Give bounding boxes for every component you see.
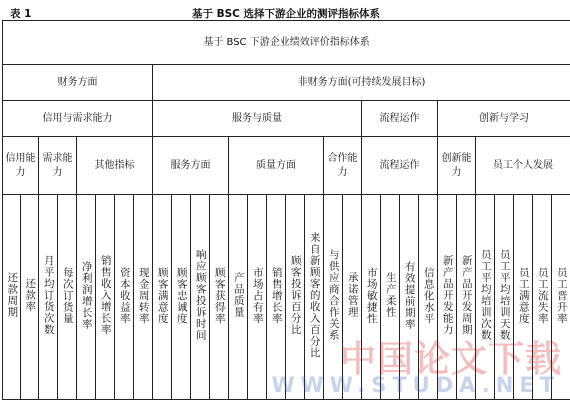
indicator-cell: 顾客投诉百分比 [286, 195, 305, 400]
watermark-main-text: 中国论文下载 [339, 339, 562, 380]
indicator-cell: 顾客满意度 [153, 195, 172, 400]
indicator-cell: 净利润增长率 [77, 195, 96, 400]
table-caption [6, 4, 566, 20]
indicator-cell: 顾客获得率 [210, 195, 229, 400]
indicator-cell: 还款率 [21, 195, 39, 400]
indicator-cell: 每次订货量 [58, 195, 77, 400]
indicator-cell: 销售增长率 [267, 195, 286, 400]
indicator-cell: 市场敏捷性 [362, 195, 381, 400]
indicator-cell: 市场占有率 [248, 195, 267, 400]
indicator-cell: 信息化水平 [419, 195, 438, 400]
indicator-cell: 员工晋升率 [552, 195, 570, 400]
header-service-quality: 服务与质量 [153, 101, 362, 137]
indicator-cell: 产品质量 [229, 195, 248, 400]
indicator-cell: 新产品开发周期 [457, 195, 476, 400]
indicator-cell: 销售收入增长率 [96, 195, 115, 400]
header-other-indicators: 其他指标 [77, 137, 153, 195]
indicator-cell: 现金周转率 [134, 195, 153, 400]
indicator-cell: 顾客忠诚度 [172, 195, 191, 400]
header-financial: 财务方面 [3, 65, 153, 101]
indicator-cell: 月平均订货次数 [39, 195, 58, 400]
indicator-cell: 员工平均培训天数 [495, 195, 514, 400]
header-process-operation: 流程运作 [362, 137, 438, 195]
header-cooperation-ability: 合作能力 [324, 137, 362, 195]
indicator-cell: 员工平均培训次数 [476, 195, 495, 400]
table-row [3, 65, 570, 101]
indicator-cell: 与供应商合作关系 [324, 195, 343, 400]
table-row [3, 101, 570, 137]
header-process: 流程运作 [362, 101, 438, 137]
indicator-cell: 员工满意度 [514, 195, 533, 400]
indicator-cell: 还款周期 [3, 195, 21, 400]
header-main: 基于 BSC 下游企业绩效评价指标体系 [3, 21, 570, 65]
indicator-cell: 生产柔性 [381, 195, 400, 400]
indicator-cell: 来自新顾客的收入百分比 [305, 195, 324, 400]
indicator-cell: 响应顾客投诉时间 [191, 195, 210, 400]
watermark-url-text: WWW.STUDA.NET [271, 373, 560, 397]
header-innovation-learning: 创新与学习 [438, 101, 570, 137]
header-quality-aspect: 质量方面 [229, 137, 324, 195]
indicator-table [2, 20, 570, 400]
header-service-aspect: 服务方面 [153, 137, 229, 195]
header-demand-ability: 需求能力 [39, 137, 77, 195]
indicator-cell: 资本收益率 [115, 195, 134, 400]
table-row [3, 195, 570, 400]
indicator-cell: 员工流失率 [533, 195, 552, 400]
indicator-cell: 承诺管理 [343, 195, 362, 400]
header-credit-demand: 信用与需求能力 [3, 101, 153, 137]
table-title: 基于 BSC 选择下游企业的测评指标体系 [191, 8, 381, 20]
header-innovation-ability: 创新能力 [438, 137, 476, 195]
header-staff-development: 员工个人发展 [476, 137, 570, 195]
indicator-cell: 新产品开发能力 [438, 195, 457, 400]
table-row [3, 137, 570, 195]
table-number: 表 1 [10, 8, 32, 20]
header-credit-ability: 信用能力 [3, 137, 39, 195]
header-non-financial: 非财务方面(可持续发展目标) [153, 65, 570, 101]
indicator-cell: 有效提前期率 [400, 195, 419, 400]
table-row [3, 21, 570, 65]
